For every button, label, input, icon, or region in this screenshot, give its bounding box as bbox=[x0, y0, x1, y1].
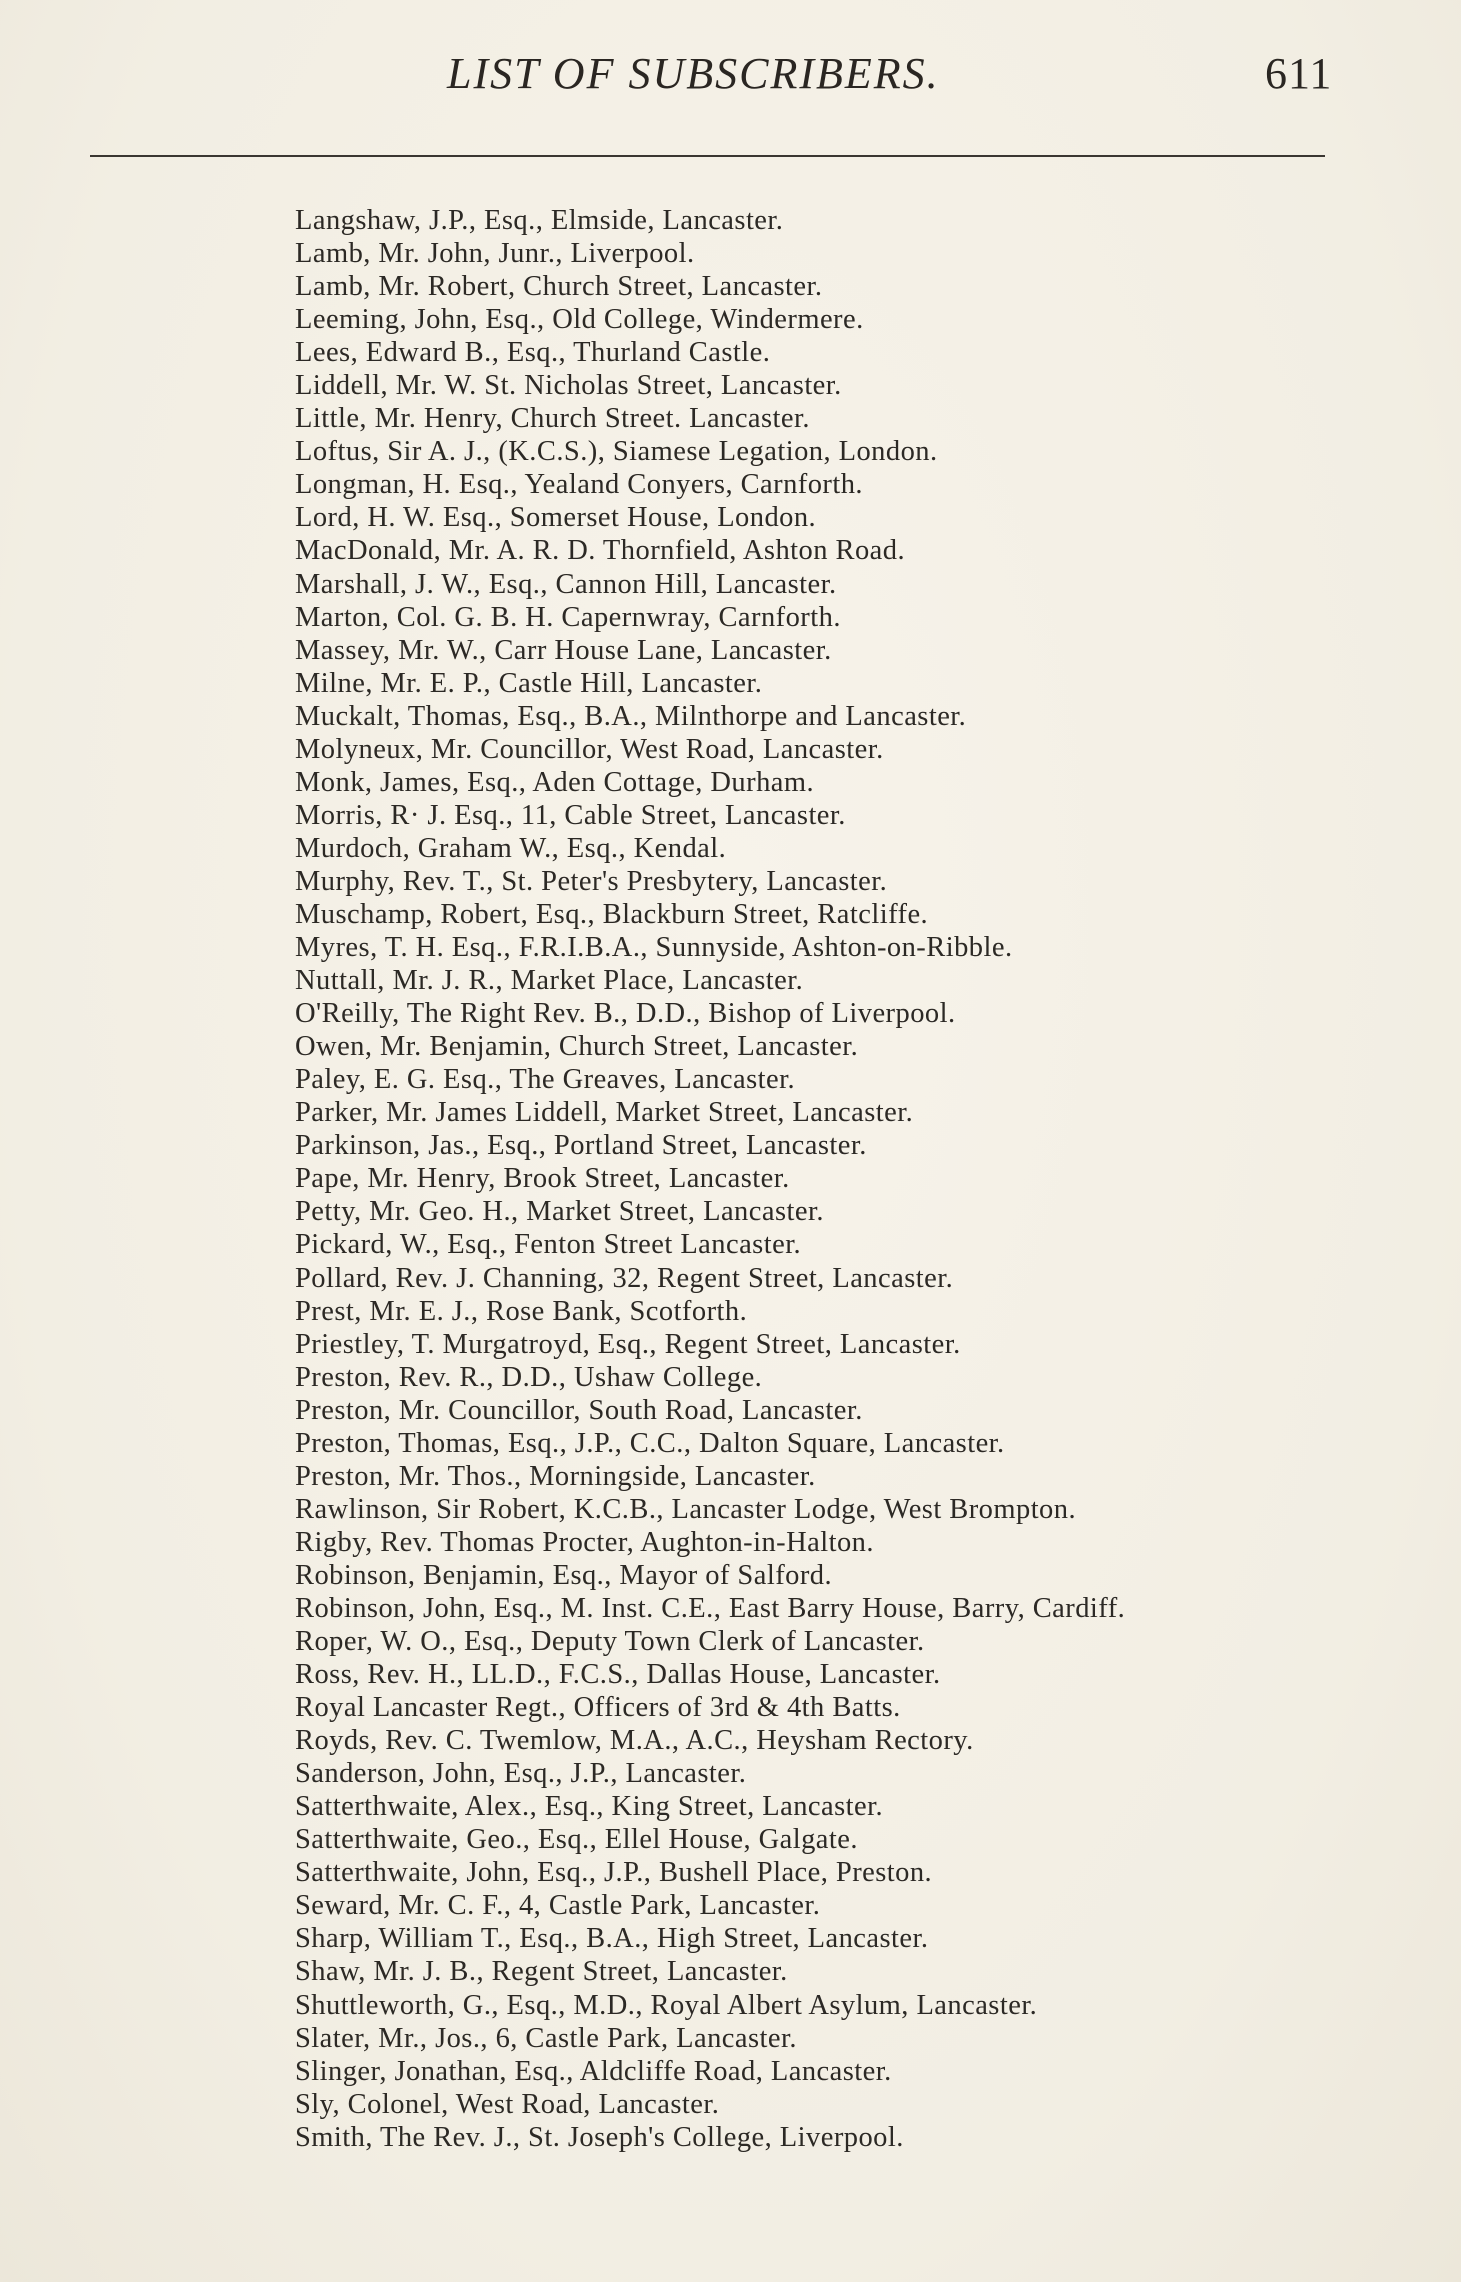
subscriber-entry: Morris, R· J. Esq., 11, Cable Street, Lancaster. bbox=[295, 799, 846, 831]
subscriber-entry: Longman, H. Esq., Yealand Conyers, Carnforth. bbox=[295, 469, 864, 501]
running-head bbox=[0, 48, 1461, 108]
subscriber-entry: Sly, Colonel, West Road, Lancaster. bbox=[295, 2088, 720, 2120]
subscriber-entry: Liddell, Mr. W. St. Nicholas Street, Lancaster. bbox=[295, 370, 842, 402]
subscriber-entry: Pollard, Rev. J. Channing, 32, Regent Street, Lancaster. bbox=[295, 1262, 954, 1294]
subscriber-entry: Lees, Edward B., Esq., Thurland Castle. bbox=[295, 337, 771, 369]
subscriber-entry: Molyneux, Mr. Councillor, West Road, Lancaster. bbox=[295, 733, 884, 765]
subscriber-entry: Marton, Col. G. B. H. Capernwray, Carnforth. bbox=[295, 601, 841, 633]
subscriber-entry: Priestley, T. Murgatroyd, Esq., Regent Street, Lancaster. bbox=[295, 1328, 961, 1360]
subscriber-entry: Satterthwaite, Geo., Esq., Ellel House, Galgate. bbox=[295, 1824, 858, 1856]
subscriber-entry: Preston, Mr. Councillor, South Road, Lancaster. bbox=[295, 1394, 863, 1426]
subscriber-entry: Little, Mr. Henry, Church Street. Lancaster. bbox=[295, 403, 810, 435]
subscriber-entry: Langshaw, J.P., Esq., Elmside, Lancaster. bbox=[295, 205, 784, 236]
page-number: 611 bbox=[1265, 49, 1333, 98]
subscriber-entry: Pickard, W., Esq., Fenton Street Lancaster. bbox=[295, 1229, 802, 1261]
subscriber-entry: Owen, Mr. Benjamin, Church Street, Lancaster. bbox=[295, 1031, 859, 1063]
subscriber-entry: Myres, T. H. Esq., F.R.I.B.A., Sunnyside, Ashton-on-Ribble. bbox=[295, 932, 1013, 964]
subscriber-entry: Ross, Rev. H., LL.D., F.C.S., Dallas House, Lancaster. bbox=[295, 1659, 941, 1691]
subscriber-entry: Preston, Mr. Thos., Morningside, Lancaster. bbox=[295, 1460, 816, 1492]
subscriber-entry: Murphy, Rev. T., St. Peter's Presbytery, Lancaster. bbox=[295, 865, 888, 897]
subscriber-entry: Slinger, Jonathan, Esq., Aldcliffe Road, Lancaster. bbox=[295, 2055, 892, 2087]
page-title: LIST OF SUBSCRIBERS. bbox=[447, 49, 940, 98]
subscriber-entry: Petty, Mr. Geo. H., Market Street, Lancaster. bbox=[295, 1196, 824, 1228]
subscriber-entry: Massey, Mr. W., Carr House Lane, Lancaster. bbox=[295, 634, 832, 666]
subscriber-entry: Smith, The Rev. J., St. Joseph's College, Liverpool. bbox=[295, 2121, 904, 2153]
subscriber-entry: Satterthwaite, John, Esq., J.P., Bushell Place, Preston. bbox=[295, 1857, 933, 1889]
header-rule bbox=[90, 155, 1325, 157]
subscriber-entry: Preston, Rev. R., D.D., Ushaw College. bbox=[295, 1361, 763, 1393]
subscriber-entry: Parker, Mr. James Liddell, Market Street, Lancaster. bbox=[295, 1097, 914, 1129]
subscriber-entry: MacDonald, Mr. A. R. D. Thornfield, Ashton Road. bbox=[295, 535, 906, 567]
subscriber-entry: Monk, James, Esq., Aden Cottage, Durham. bbox=[295, 766, 815, 798]
subscriber-entry: Slater, Mr., Jos., 6, Castle Park, Lancaster. bbox=[295, 2022, 797, 2054]
subscriber-entry: Leeming, John, Esq., Old College, Windermere. bbox=[295, 304, 864, 336]
subscriber-entry: Milne, Mr. E. P., Castle Hill, Lancaster. bbox=[295, 667, 763, 699]
subscriber-entry: Marshall, J. W., Esq., Cannon Hill, Lancaster. bbox=[295, 568, 837, 600]
subscriber-entry: O'Reilly, The Right Rev. B., D.D., Bishop of Liverpool. bbox=[295, 998, 956, 1030]
subscriber-entry: Seward, Mr. C. F., 4, Castle Park, Lancaster. bbox=[295, 1890, 821, 1922]
subscriber-entry: Royal Lancaster Regt., Officers of 3rd & 4th Batts. bbox=[295, 1692, 901, 1724]
subscriber-entry: Lord, H. W. Esq., Somerset House, London. bbox=[295, 502, 817, 534]
subscriber-entry: Roper, W. O., Esq., Deputy Town Clerk of Lancaster. bbox=[295, 1626, 925, 1658]
subscriber-entry: Preston, Thomas, Esq., J.P., C.C., Dalton Square, Lancaster. bbox=[295, 1427, 1005, 1459]
subscriber-list bbox=[295, 204, 1445, 2154]
subscriber-entry: Royds, Rev. C. Twemlow, M.A., A.C., Heysham Rectory. bbox=[295, 1725, 974, 1757]
subscriber-entry: Sanderson, John, Esq., J.P., Lancaster. bbox=[295, 1758, 747, 1790]
subscriber-entry: Murdoch, Graham W., Esq., Kendal. bbox=[295, 832, 727, 864]
subscriber-entry: Rigby, Rev. Thomas Procter, Aughton-in-Halton. bbox=[295, 1526, 874, 1558]
subscriber-entry: Muschamp, Robert, Esq., Blackburn Street, Ratcliffe. bbox=[295, 898, 929, 930]
subscriber-entry: Muckalt, Thomas, Esq., B.A., Milnthorpe and Lancaster. bbox=[295, 700, 967, 732]
subscriber-entry: Sharp, William T., Esq., B.A., High Street, Lancaster. bbox=[295, 1923, 929, 1955]
subscriber-entry: Paley, E. G. Esq., The Greaves, Lancaster. bbox=[295, 1064, 796, 1096]
subscriber-entry: Robinson, Benjamin, Esq., Mayor of Salford. bbox=[295, 1559, 833, 1591]
subscriber-entry: Nuttall, Mr. J. R., Market Place, Lancaster. bbox=[295, 965, 804, 997]
subscriber-entry: Lamb, Mr. John, Junr., Liverpool. bbox=[295, 238, 695, 270]
subscriber-entry: Shaw, Mr. J. B., Regent Street, Lancaster. bbox=[295, 1956, 788, 1988]
subscriber-entry: Robinson, John, Esq., M. Inst. C.E., East Barry House, Barry, Cardiff. bbox=[295, 1592, 1126, 1624]
subscriber-entry: Prest, Mr. E. J., Rose Bank, Scotforth. bbox=[295, 1295, 748, 1327]
subscriber-entry: Satterthwaite, Alex., Esq., King Street, Lancaster. bbox=[295, 1791, 884, 1823]
subscriber-entry: Pape, Mr. Henry, Brook Street, Lancaster. bbox=[295, 1163, 790, 1195]
subscriber-entry: Rawlinson, Sir Robert, K.C.B., Lancaster Lodge, West Brompton. bbox=[295, 1493, 1077, 1525]
subscriber-entry: Parkinson, Jas., Esq., Portland Street, Lancaster. bbox=[295, 1130, 867, 1162]
subscriber-entry: Loftus, Sir A. J., (K.C.S.), Siamese Legation, London. bbox=[295, 436, 938, 468]
subscriber-entry: Shuttleworth, G., Esq., M.D., Royal Albert Asylum, Lancaster. bbox=[295, 1989, 1038, 2021]
subscriber-entry: Lamb, Mr. Robert, Church Street, Lancaster. bbox=[295, 271, 823, 303]
